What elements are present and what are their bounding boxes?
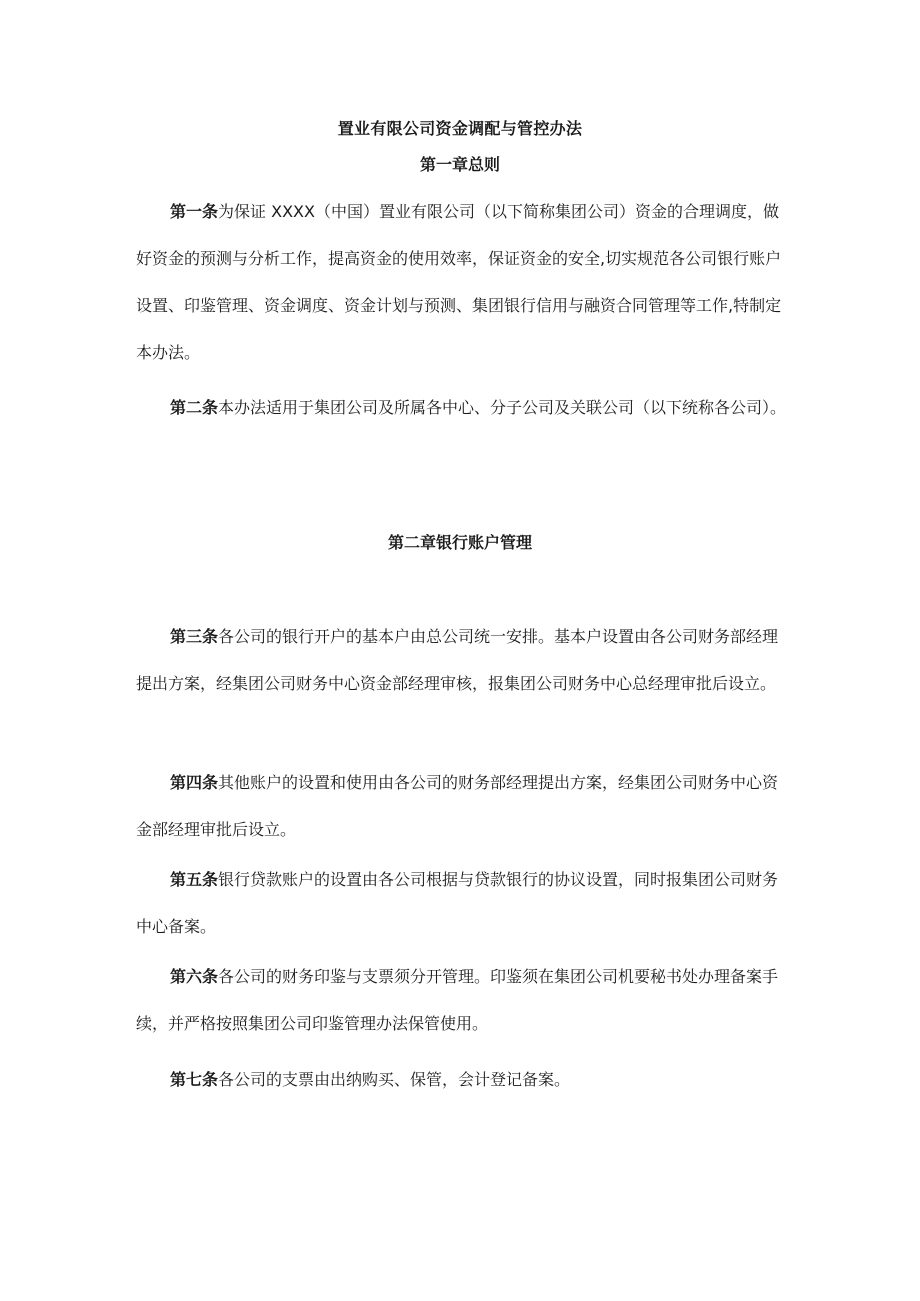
article-text: 各公司的财务印鉴与支票须分开管理。印鉴须在集团公司机要秘书处办理备案手续，并严格按照集团公司印鉴管理办法保管使用。	[136, 967, 779, 1033]
article-4	[136, 759, 788, 853]
article-label: 第三条	[170, 627, 219, 646]
article-text: 各公司的银行开户的基本户由总公司统一安排。基本户设置由各公司财务部经理提出方案，经集团公司财务中心资金部经理审核，报集团公司财务中心总经理审批后设立。	[136, 627, 779, 693]
article-label: 第一条	[170, 202, 219, 221]
article-text: 本办法适用于集团公司及所属各中心、分子公司及关联公司（以下统称各公司）。	[218, 398, 787, 417]
article-7	[136, 1056, 788, 1103]
article-text: 各公司的支票由出纳购买、保管，会计登记备案。	[218, 1070, 571, 1089]
article-1	[136, 188, 788, 376]
chapter-2-heading: 第二章银行账户管理	[387, 533, 532, 552]
article-label: 第二条	[170, 398, 219, 417]
article-text: 银行贷款账户的设置由各公司根据与贷款银行的协议设置，同时报集团公司财务中心备案。	[136, 870, 779, 936]
article-2	[136, 384, 788, 431]
chapter-1-heading: 第一章总则	[419, 155, 500, 174]
article-3	[136, 613, 788, 707]
article-5	[136, 856, 788, 950]
article-label: 第五条	[170, 870, 219, 889]
article-label: 第七条	[170, 1070, 219, 1089]
article-6	[136, 953, 788, 1047]
article-label: 第六条	[170, 967, 219, 986]
article-text: 为保证 XXXX（中国）置业有限公司（以下简称集团公司）资金的合理调度，做好资金的预测与分析工作，提高资金的使用效率，保证资金的安全,切实规范各公司银行账户设置、印鉴管理、资金调度、资金计划与预测、集团银行信用与融资合同管理等工作,特制定本办法。	[136, 202, 782, 362]
document-title: 置业有限公司资金调配与管控办法	[337, 119, 583, 138]
article-text: 其他账户的设置和使用由各公司的财务部经理提出方案，经集团公司财务中心资金部经理审批后设立。	[136, 773, 779, 839]
article-label: 第四条	[170, 773, 219, 792]
